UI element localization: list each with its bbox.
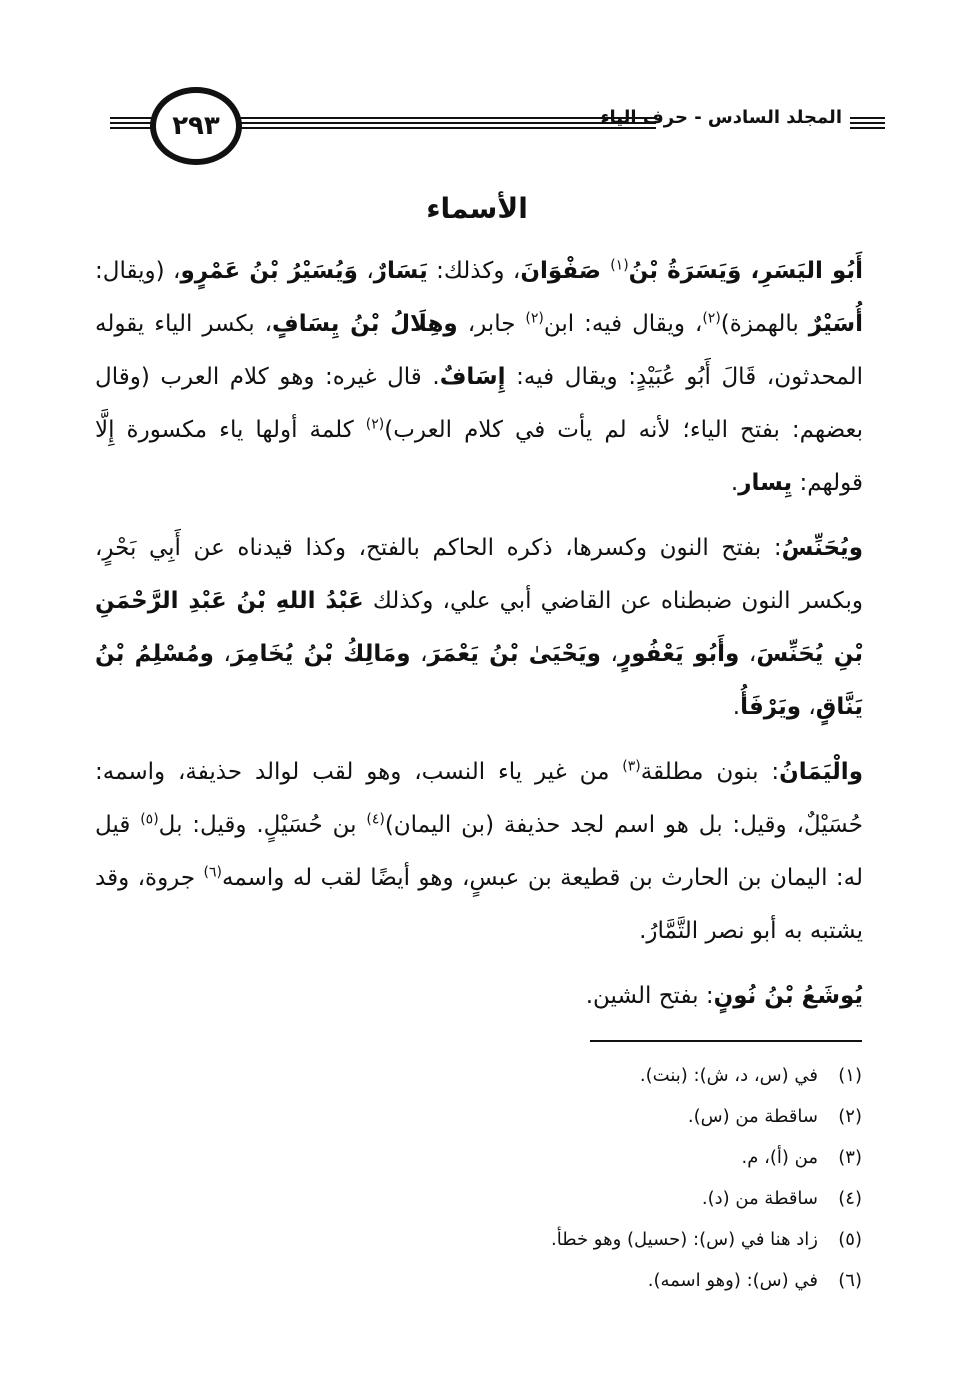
footnote-text: في (س، د، ش): (بنت). [639,1065,818,1086]
text-run: ، (ويقال: [95,258,181,284]
text-run: ، [357,258,374,284]
entry-name: ومُسْلِمُ بْنُ يَنَّاقٍ [95,641,863,720]
text-run: قيل له: اليمان بن الحارث بن قطيعة بن عبسٍ، وهو أيضًا لقب له واسمه [95,812,863,891]
text-run: ، [801,694,816,720]
header-rule [850,127,885,129]
footnote-ref: (٥) [140,811,159,828]
text-run: ، [410,641,428,667]
text-run: جابر، [457,311,526,337]
text-run: ، وكذلك: [427,258,521,284]
footnote [442,1219,862,1260]
entry-name: وهِلَالُ بْنُ يِسَافٍ [272,311,458,337]
text-run: ، بكسر الياء يقوله المحدثون، قَالَ أَبُو عُبَيْدٍ: ويقال فيه: [95,311,863,390]
entry-name: يِسار [738,470,793,496]
header-rule [222,122,656,124]
entry-name: وَيُسَيْرُ بْنُ عَمْرٍو [180,258,358,284]
text-run: . [732,694,741,720]
footnote-ref: (٢) [702,310,721,327]
footnote-ref: (٤) [366,811,385,828]
paragraph [95,970,863,1023]
footnote-ref: (٢) [365,416,385,433]
body-text [95,245,863,1035]
entry-name: ويَرْفَأُ [740,694,802,720]
footnote [442,1055,862,1096]
footnote-ref: (١) [610,257,629,274]
entry-name: أُسَيْرٌ [808,311,863,337]
text-run: . [730,470,739,496]
footnote-number: (٤) [838,1188,862,1209]
header-rule [222,127,656,129]
footnote-ref: (٦) [203,864,222,881]
footnote-number: (١) [838,1065,862,1086]
footnote-text: من (أ)، م. [741,1147,818,1168]
text-run: : بنون مطلقة [640,759,780,785]
footnote-number: (٣) [838,1147,862,1168]
header-rule [850,117,885,119]
paragraph [95,245,863,510]
paragraph [95,522,863,734]
text-run: من غير ياء النسب، وهو لقب لوالد حذيفة، واسمه: حُسَيْلٌ، وقيل: بل هو اسم لجد حذيفة (بن اليمان) [95,759,863,838]
entry-name: عَبْدُ اللهِ بْنُ عَبْدِ الرَّحْمَنِ بْنِ يُحَنِّسَ [95,588,864,667]
footnote-text: ساقطة من (س). [687,1106,818,1127]
entry-name: صَفْوَانَ [520,258,611,284]
footnote-number: (٥) [838,1229,862,1250]
header-rule [222,117,656,119]
footnote [442,1137,862,1178]
page-number-badge [150,87,242,165]
text-run: . قال غيره: وهو كلام العرب (وقال بعضهم: بفتح الياء؛ لأنه لم يأت في كلام العرب) [95,364,864,443]
footnote-text: في (س): (وهو اسمه). [647,1270,818,1291]
entry-name: يُوشَعُ بْنُ نُونٍ [713,983,863,1009]
entry-name: إِسَافٌ [439,364,506,390]
entry-name: يَسَارٌ [373,258,428,284]
footnote-text: زاد هنا في (س): (حسيل) وهو خطأ. [550,1229,818,1250]
text-run: بن حُسَيْلٍ. وقيل: بل [158,812,367,838]
entry-name: والْيَمَانُ [779,759,863,785]
footnote-text: ساقطة من (د). [701,1188,818,1209]
text-run: ، [739,641,757,667]
footnote-separator [590,1040,862,1042]
footnote-ref: (٢) [525,310,544,327]
paragraph [95,746,863,958]
header-rule [850,122,885,124]
text-run: بالهمزة) [720,311,809,337]
footnote-ref: (٣) [622,758,641,775]
footnote [442,1178,862,1219]
entry-name: ومَالِكُ بْنُ يُخَامِرَ [231,641,411,667]
text-run: : بفتح النون وكسرها، ذكره الحاكم بالفتح، وكذا قيدناه عن أَبِي بَحْرٍ، وبكسر النون ضبطناه عن القاضي أبي علي، وكذلك [95,535,863,614]
running-head: المجلد السادس - حرف الياء [600,107,842,128]
entry-name: وأَبُو يَعْفُورٍ [617,641,740,667]
page-number: ٢٩٣ [172,111,220,141]
footnotes [442,1055,862,1301]
entry-name: ويَحْيَىٰ بْنُ يَعْمَرَ [427,641,601,667]
page-header [110,95,850,165]
section-title: الأسماء [426,192,528,225]
text-run: كلمة أولها ياء مكسورة إِلَّا قولهم: [95,417,863,496]
text-run: ، ويقال فيه: ابن [543,311,703,337]
text-run: : بفتح الشين. [585,983,714,1009]
entry-name: أَبُو اليَسَرِ، وَيَسَرَةُ بْنُ [628,258,863,284]
text-run: جروة، وقد يشتبه به أبو نصر التَّمَّارُ. [95,865,863,944]
footnote [442,1260,862,1301]
entry-name: ويُحَنِّسُ [781,535,863,561]
footnote [442,1096,862,1137]
text-run: ، [213,641,231,667]
footnote-number: (٦) [838,1270,862,1291]
footnote-number: (٢) [838,1106,862,1127]
text-run: ، [600,641,618,667]
